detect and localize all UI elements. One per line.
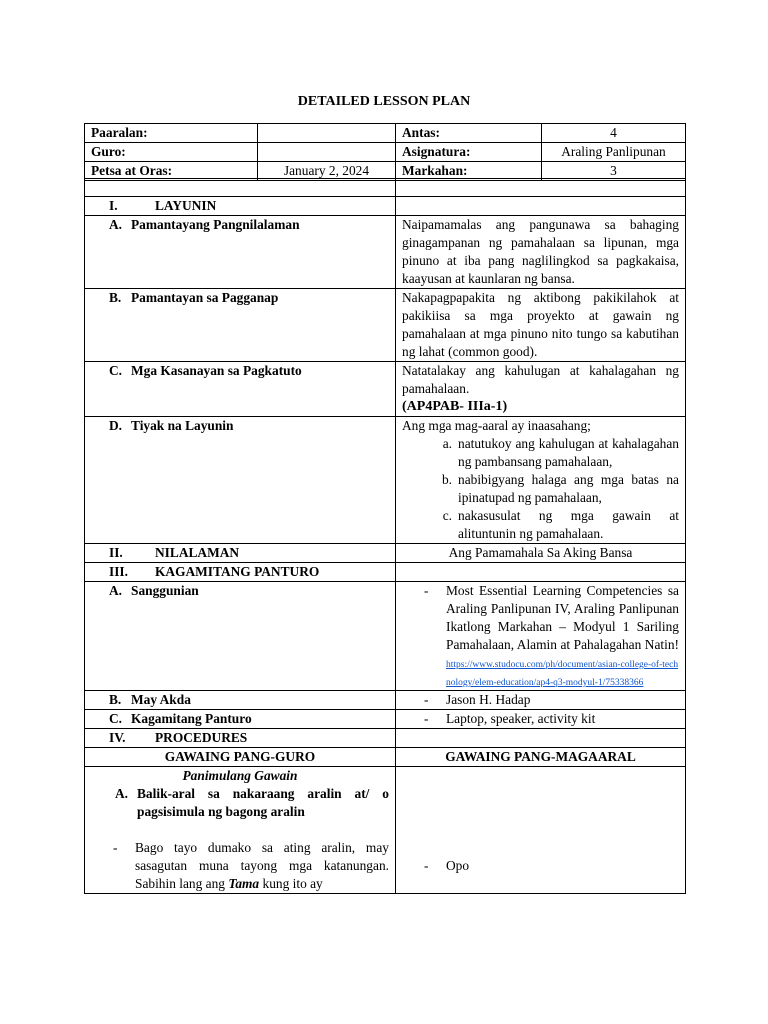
table-row	[85, 544, 686, 563]
guro-label: Guro:	[85, 143, 258, 162]
pamantayang-pangnilalaman-text: Naipamamalas ang pangunawa sa bahaging ginagampanan ng pamahalaan sa lipunan, mga pinuno at iba pang naglilingkod sa pagkakaisa, kaayusan at kaunlaran ng bansa.	[396, 216, 686, 289]
may-akda-label: B. May Akda	[85, 691, 396, 710]
lesson-table	[84, 178, 686, 894]
balik-aral-label: A. Balik-aral sa nakaraang aralin at/ o pagsisimula ng bagong aralin	[115, 786, 389, 819]
competency-code: (AP4PAB- IIIa-1)	[402, 399, 508, 414]
panimula-heading: Panimulang Gawain	[182, 768, 298, 783]
objectives-list	[402, 435, 679, 543]
list-item: a. natutukoy ang kahulugan at kahalagahan ng pambansang pamahalaan,	[442, 436, 679, 469]
table-row	[85, 582, 686, 691]
paaralan-label: Paaralan:	[85, 124, 258, 143]
table-row	[85, 729, 686, 748]
kasanayan-text: Natatalakay ang kahulugan at kahalagahan ng pamahalaan.	[402, 363, 679, 396]
pamantayan-pagganap-label: B. Pamantayan sa Pagganap	[85, 289, 396, 362]
table-row: B. May Akda - Jason H. Hadap	[85, 691, 686, 710]
sanggunian-text: Most Essential Learning Competencies sa Araling Panlipunan IV, Araling Panlipunan Ikatlong Markahan – Modyul 1 Sariling Pamahalaan, Alamin at Pahalagahan Natin! https://www.studocu.com/ph/document/asian-college-of-technology/elem-education/ap4-q3-modyul-1/75338366	[446, 583, 679, 688]
table-row	[85, 289, 686, 362]
procedures-heading: IV. PROCEDURES	[85, 729, 396, 748]
tiyak-layunin-cell	[396, 417, 686, 544]
table-row	[85, 197, 686, 216]
table-row	[85, 748, 686, 767]
col-header-magaaral: GAWAING PANG-MAGAARAL	[396, 748, 686, 767]
markahan-value: 3	[542, 162, 686, 181]
page-title: DETAILED LESSON PLAN	[297, 94, 471, 109]
asignatura-value: Araling Panlipunan	[542, 143, 686, 162]
may-akda-value: Jason H. Hadap	[446, 692, 531, 707]
student-activity-cell: - Opo	[396, 767, 686, 894]
info-table	[84, 123, 686, 181]
pamantayan-pagganap-text: Nakapagpapakita ng aktibong pakikilahok at pakikiisa sa mga proyekto at gawain ng pamahalaan at mga pinuno nito tungo sa kabutihan ng lahat (common good).	[396, 289, 686, 362]
guro-activity-cell	[85, 767, 396, 894]
table-row	[85, 179, 686, 197]
table-row	[85, 124, 686, 143]
reference-link[interactable]: https://www.studocu.com/ph/document/asian-college-of-technology/elem-education/ap4-q3-modyul-1/75338366	[446, 660, 679, 688]
sanggunian-cell: - Most Essential Learning Competencies sa Araling Panlipunan IV, Araling Panlipunan Ikatlong Markahan – Modyul 1 Sariling Pamahalaan, Alamin at Pahalagahan Natin! https://www.studocu.com/ph/document/asian-college-of-technology/elem-education/ap4-q3-modyul-1/75338366	[396, 582, 686, 691]
antas-value: 4	[542, 124, 686, 143]
nilalaman-heading: II. NILALAMAN	[85, 544, 396, 563]
table-row	[85, 143, 686, 162]
asignatura-label: Asignatura:	[396, 143, 542, 162]
col-header-guro: GAWAING PANG-GURO	[85, 748, 396, 767]
tiyak-layunin-label: D. Tiyak na Layunin	[85, 417, 396, 544]
layunin-heading: I. LAYUNIN	[85, 197, 396, 216]
table-row: C. Kagamitang Panturo - Laptop, speaker, activity kit	[85, 710, 686, 729]
sanggunian-label: A. Sanggunian	[85, 582, 396, 691]
table-row	[85, 417, 686, 544]
antas-label: Antas:	[396, 124, 542, 143]
kagamitang-panturo-label: C. Kagamitang Panturo	[85, 710, 396, 729]
table-row	[85, 362, 686, 417]
table-row	[85, 216, 686, 289]
markahan-label: Markahan:	[396, 162, 542, 181]
list-item: b. nabibigyang halaga ang mga batas na ipinatupad ng pamahalaan,	[441, 472, 679, 505]
nilalaman-value: Ang Pamamahala Sa Aking Bansa	[396, 544, 686, 563]
guro-instruction: - Bago tayo dumako sa ating aralin, may sasagutan muna tayong mga katanungan. Sabihin lang ang Tama kung ito ay	[113, 840, 389, 891]
pamantayang-pangnilalaman-label: A. Pamantayang Pangnilalaman	[85, 216, 396, 289]
list-item: c. nakasusulat ng mga gawain at alituntunin ng pamahalaan.	[442, 508, 679, 541]
table-row	[85, 767, 686, 894]
kagamitan-heading: III. KAGAMITANG PANTURO	[85, 563, 396, 582]
guro-value	[258, 143, 396, 162]
tiyak-layunin-intro: Ang mga mag-aaral ay inaasahang;	[402, 418, 591, 433]
paaralan-value	[258, 124, 396, 143]
kasanayan-label: C. Mga Kasanayan sa Pagkatuto	[85, 362, 396, 417]
petsa-label: Petsa at Oras:	[85, 162, 258, 181]
kasanayan-cell	[396, 362, 686, 417]
kagamitang-panturo-value: Laptop, speaker, activity kit	[446, 711, 596, 726]
table-row	[85, 563, 686, 582]
petsa-value: January 2, 2024	[258, 162, 396, 181]
student-response: Opo	[446, 858, 470, 873]
